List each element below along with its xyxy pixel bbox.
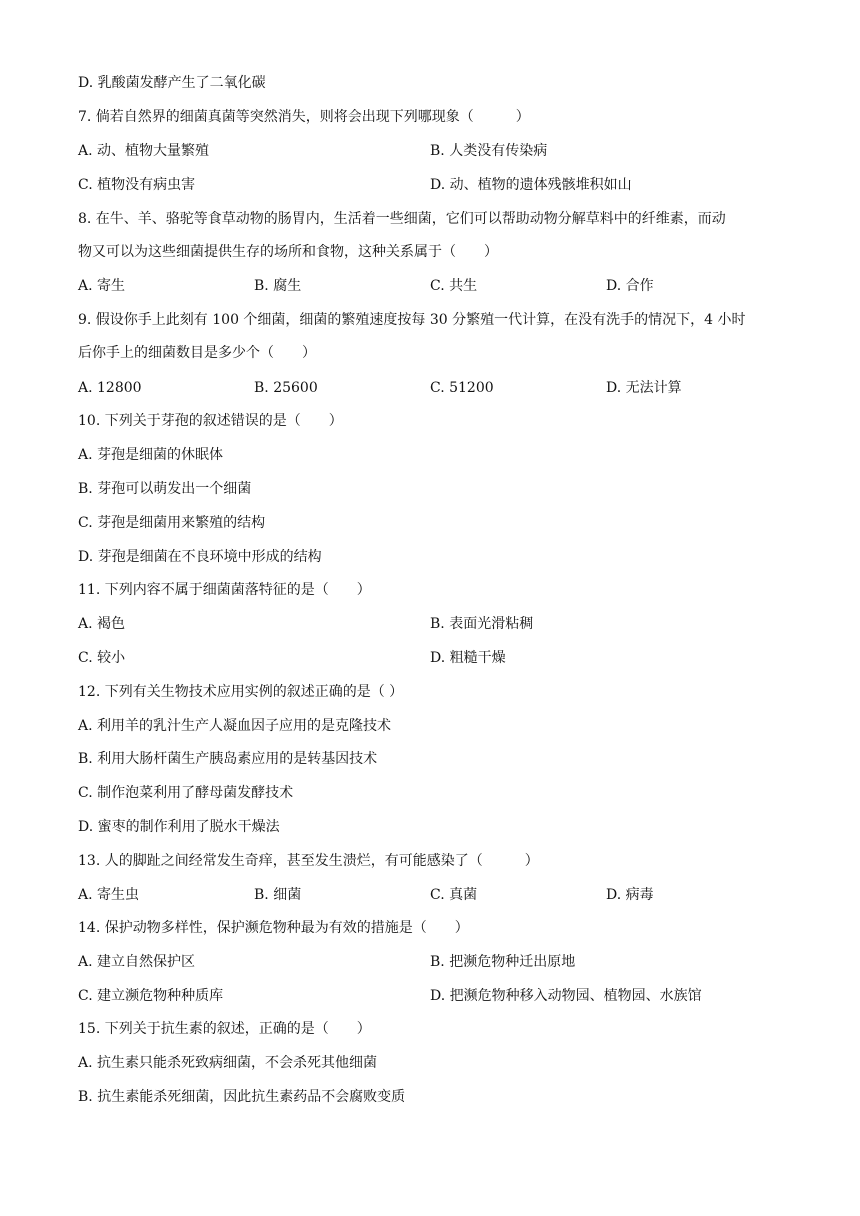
- q9-stem-line1: 9. 假设你手上此刻有 100 个细菌，细菌的繁殖速度按每 30 分繁殖一代计算，在没有洗手的情况下，4 小时: [78, 312, 746, 328]
- q14-stem: 14. 保护动物多样性，保护濒危物种最为有效的措施是（ ）: [78, 920, 469, 936]
- q9-option-a: A. 12800: [78, 380, 142, 396]
- q7-stem: 7. 倘若自然界的细菌真菌等突然消失，则将会出现下列哪现象（ ）: [78, 109, 530, 125]
- q8-option-c: C. 共生: [430, 278, 478, 294]
- q13-option-d: D. 病毒: [606, 887, 654, 903]
- q13-option-b: B. 细菌: [254, 887, 302, 903]
- q15-option-a: A. 抗生素只能杀死致病细菌，不会杀死其他细菌: [78, 1055, 378, 1071]
- q7-option-b: B. 人类没有传染病: [430, 143, 548, 159]
- q14-option-a: A. 建立自然保护区: [78, 954, 196, 970]
- q14-option-b: B. 把濒危物种迁出原地: [430, 954, 576, 970]
- q10-option-d: D. 芽孢是细菌在不良环境中形成的结构: [78, 549, 322, 565]
- q9-stem-line2: 后你手上的细菌数目是多少个（ ）: [78, 345, 316, 361]
- q12-option-a: A. 利用羊的乳汁生产人凝血因子应用的是克隆技术: [78, 718, 392, 734]
- q10-stem: 10. 下列关于芽孢的叙述错误的是（ ）: [78, 413, 343, 429]
- q13-option-c: C. 真菌: [430, 887, 478, 903]
- q11-stem: 11. 下列内容不属于细菌菌落特征的是（ ）: [78, 582, 371, 598]
- q7-option-d: D. 动、植物的遗体残骸堆积如山: [430, 177, 632, 193]
- q14-option-d: D. 把濒危物种移入动物园、植物园、水族馆: [430, 988, 702, 1004]
- q13-option-a: A. 寄生虫: [78, 887, 140, 903]
- q8-option-b: B. 腐生: [254, 278, 302, 294]
- q12-option-c: C. 制作泡菜利用了酵母菌发酵技术: [78, 785, 294, 801]
- q7-option-a: A. 动、植物大量繁殖: [78, 143, 210, 159]
- q11-option-d: D. 粗糙干燥: [430, 650, 506, 666]
- q15-stem: 15. 下列关于抗生素的叙述，正确的是（ ）: [78, 1021, 371, 1037]
- q10-option-c: C. 芽孢是细菌用来繁殖的结构: [78, 515, 266, 531]
- q12-option-b: B. 利用大肠杆菌生产胰岛素应用的是转基因技术: [78, 751, 378, 767]
- q8-stem-line1: 8. 在牛、羊、骆驼等食草动物的肠胃内，生活着一些细菌，它们可以帮助动物分解草料中的纤维素，而动: [78, 211, 726, 227]
- q9-option-d: D. 无法计算: [606, 380, 682, 396]
- q10-option-b: B. 芽孢可以萌发出一个细菌: [78, 481, 252, 497]
- q13-stem: 13. 人的脚趾之间经常发生奇痒，甚至发生溃烂，有可能感染了（ ）: [78, 853, 539, 869]
- q8-option-d: D. 合作: [606, 278, 654, 294]
- q12-option-d: D. 蜜枣的制作利用了脱水干燥法: [78, 819, 280, 835]
- q11-option-b: B. 表面光滑粘稠: [430, 616, 534, 632]
- q6-option-d: D. 乳酸菌发酵产生了二氧化碳: [78, 75, 266, 91]
- q11-option-c: C. 较小: [78, 650, 126, 666]
- q15-option-b: B. 抗生素能杀死细菌，因此抗生素药品不会腐败变质: [78, 1089, 406, 1105]
- q9-option-c: C. 51200: [430, 380, 494, 396]
- q7-option-c: C. 植物没有病虫害: [78, 177, 196, 193]
- q8-stem-line2: 物又可以为这些细菌提供生存的场所和食物，这种关系属于（ ）: [78, 244, 498, 260]
- q11-option-a: A. 褐色: [78, 616, 126, 632]
- q8-option-a: A. 寄生: [78, 278, 126, 294]
- q14-option-c: C. 建立濒危物种种质库: [78, 988, 224, 1004]
- q9-option-b: B. 25600: [254, 380, 318, 396]
- q10-option-a: A. 芽孢是细菌的休眠体: [78, 447, 224, 463]
- q12-stem: 12. 下列有关生物技术应用实例的叙述正确的是（ ）: [78, 684, 404, 700]
